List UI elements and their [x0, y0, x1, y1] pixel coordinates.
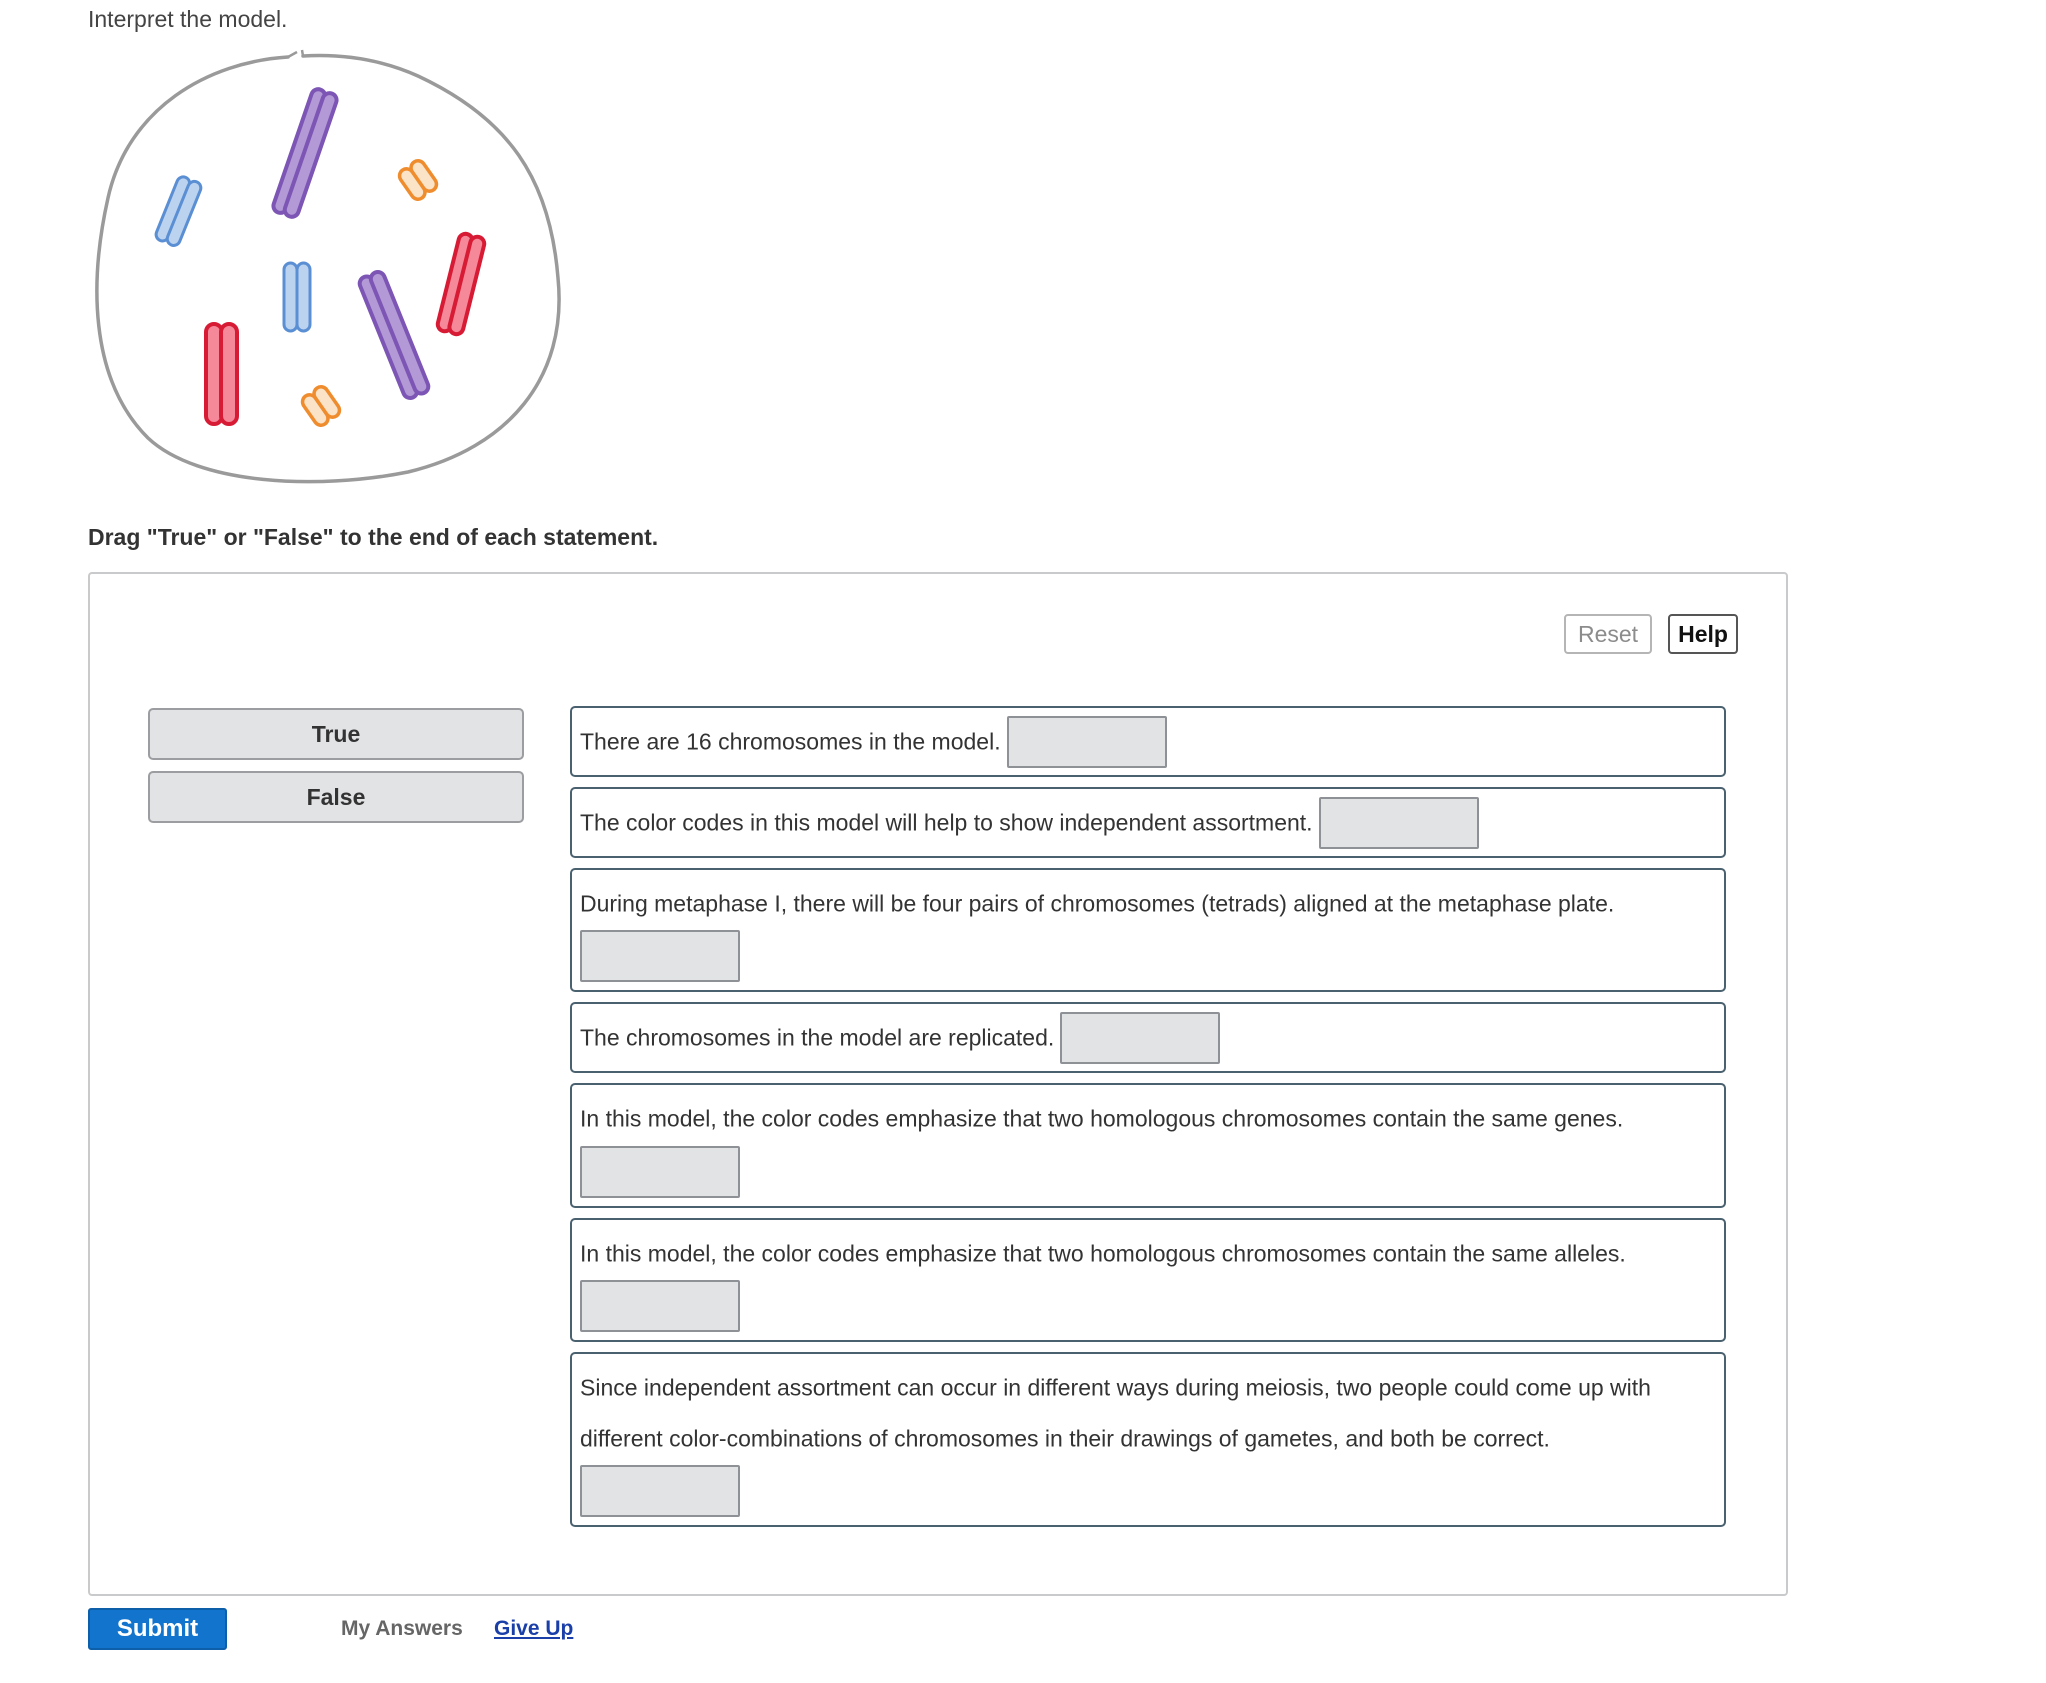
statement-text: In this model, the color codes emphasize that two homologous chromosomes contain the same genes.	[580, 1105, 1624, 1132]
statement-text: There are 16 chromosomes in the model.	[580, 728, 1001, 755]
drag-tile-false[interactable]: False	[148, 771, 524, 823]
chromosome-blue-medium-2	[284, 263, 310, 331]
chromosome-red-medium-1	[436, 232, 485, 335]
drag-instruction: Drag "True" or "False" to the end of each statement.	[88, 524, 659, 550]
question-intro: Interpret the model.	[88, 6, 288, 32]
chromosome-purple-large-1	[272, 87, 339, 218]
help-button[interactable]: Help	[1668, 614, 1738, 654]
statement-row	[570, 1083, 1726, 1207]
submit-button[interactable]: Submit	[88, 1608, 227, 1650]
my-answers-label: My Answers	[341, 1617, 463, 1640]
chromosome-red-medium-2	[206, 324, 237, 424]
chromosome-orange-small-1	[397, 158, 439, 202]
statement-row	[570, 1218, 1726, 1342]
chromosome-purple-large-2	[358, 270, 431, 400]
drop-target[interactable]	[580, 1465, 740, 1517]
chromosome-orange-small-2	[300, 384, 342, 428]
drop-target[interactable]	[580, 1280, 740, 1332]
statement-row	[570, 706, 1726, 777]
statement-row	[570, 787, 1726, 858]
statement-row	[570, 868, 1726, 992]
drop-target[interactable]	[1319, 797, 1479, 849]
statement-text: During metaphase I, there will be four pairs of chromosomes (tetrads) aligned at the metaphase plate.	[580, 890, 1615, 917]
drop-target[interactable]	[1007, 716, 1167, 768]
statement-row	[570, 1352, 1726, 1527]
statement-row	[570, 1002, 1726, 1073]
drag-tile-true[interactable]: True	[148, 708, 524, 760]
give-up-link[interactable]: Give Up	[494, 1617, 574, 1640]
cell-model-diagram	[88, 48, 578, 488]
answer-footer	[88, 1608, 788, 1650]
statement-text: The chromosomes in the model are replicated.	[580, 1024, 1055, 1051]
chromosome-blue-medium-1	[154, 175, 203, 247]
drop-target[interactable]	[580, 1146, 740, 1198]
reset-button[interactable]: Reset	[1564, 614, 1652, 654]
statement-text: In this model, the color codes emphasize that two homologous chromosomes contain the same alleles.	[580, 1240, 1626, 1267]
drop-target[interactable]	[580, 930, 740, 982]
statement-text: The color codes in this model will help to show independent assortment.	[580, 809, 1313, 836]
drop-target[interactable]	[1060, 1012, 1220, 1064]
statement-list	[570, 706, 1726, 1537]
statement-text: Since independent assortment can occur in different ways during meiosis, two people could come up with different color-combinations of chromosomes in their drawings of gametes, and both be correct.	[580, 1374, 1651, 1452]
drag-and-drop-panel	[88, 572, 1788, 1596]
